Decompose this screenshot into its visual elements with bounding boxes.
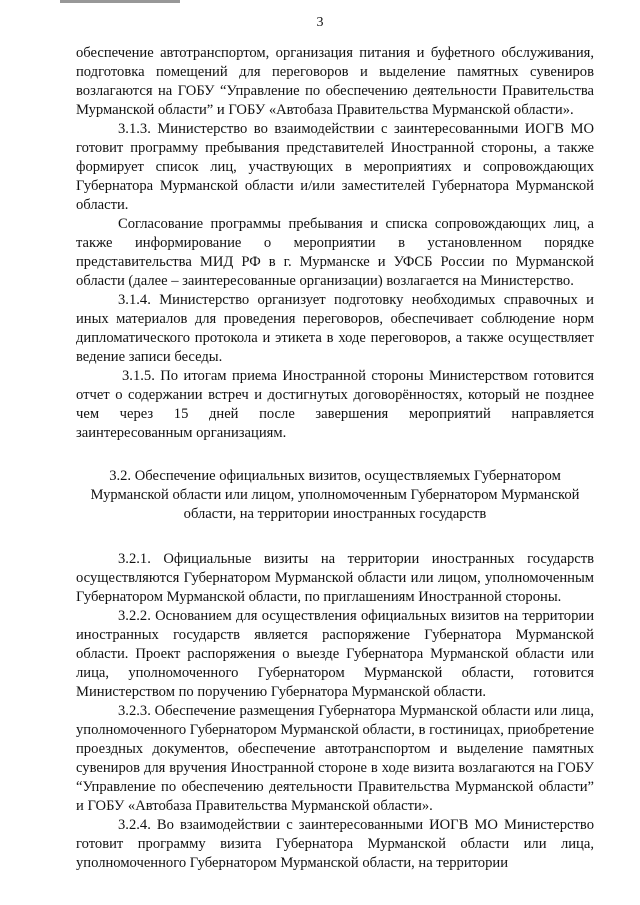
paragraph-3-1-4: 3.1.4. Министерство организует подготовку необходимых справочных и иных материалов для проведения переговоров, обеспечивает соблюдение норм дипломатического протокола и этикета в ходе переговоров, а также осуществляет ведение записи беседы. bbox=[76, 292, 594, 365]
paragraph-3-2-2: 3.2.2. Основанием для осуществления официальных визитов на территории иностранных государств является распоряжение Губернатора Мурманской области. Проект распоряжения о выезде Губернатора Мурманской области или лица, уполномоченного Губернатором Мурманской области, готовится Министерством по поручению Губернатора Мурманской области. bbox=[76, 608, 594, 700]
paragraph-3-2-3: 3.2.3. Обеспечение размещения Губернатора Мурманской области или лица, уполномоченного Губернатором Мурманской области, в гостиницах, приобретение проездных документов, обеспечение автотранспортом и выделение памятных сувениров для вручения Иностранной стороне в ходе визита возлагаются на ГОБУ “Управление по обеспечению деятельности Правительства Мурманской области” и ГОБУ «Автобаза Правительства Мурманской области». bbox=[76, 703, 594, 814]
section-heading-3-2 bbox=[76, 467, 594, 524]
scan-edge-mark bbox=[60, 0, 180, 3]
page-number: 3 bbox=[316, 15, 324, 30]
paragraph-3-1-3: 3.1.3. Министерство во взаимодействии с заинтересованными ИОГВ МО готовит программу пребывания представителей Иностранной стороны, а также формирует список лиц, участвующих в мероприятиях и сопровождающих Губернатора Мурманской области и/или заместителей Губернатора Мурманской области. bbox=[76, 121, 594, 213]
document-body bbox=[76, 44, 594, 873]
paragraph-3-1-5: 3.1.5. По итогам приема Иностранной стороны Министерством готовится отчет о содержании встреч и достигнутых договорённостях, который не позднее чем через 15 дней после завершения мероприятий направляется заинтересованным организациям. bbox=[76, 368, 594, 441]
paragraph-approval: Согласование программы пребывания и списка сопровождающих лиц, а также информирование о мероприятии в установленном порядке представительства МИД РФ в г. Мурманске и УФСБ России по Мурманской области (далее – заинтересованные организации) возлагается на Министерство. bbox=[76, 216, 594, 289]
heading-line-1: 3.2. Обеспечение официальных визитов, осуществляемых Губернатором bbox=[109, 468, 561, 484]
paragraph-continuation: обеспечение автотранспортом, организация питания и буфетного обслуживания, подготовка помещений для переговоров и выделение памятных сувениров возлагаются на ГОБУ “Управление по обеспечению деятельности Правительства Мурманской области” и ГОБУ «Автобаза Правительства Мурманской области». bbox=[76, 45, 594, 118]
heading-line-3: области, на территории иностранных государств bbox=[183, 506, 487, 522]
paragraph-3-2-4: 3.2.4. Во взаимодействии с заинтересованными ИОГВ МО Министерство готовит программу визита Губернатора Мурманской области или лица, уполномоченного Губернатором Мурманской области, на территории bbox=[76, 817, 594, 871]
paragraph-3-2-1: 3.2.1. Официальные визиты на территории иностранных государств осуществляются Губернатором Мурманской области или лицом, уполномоченным Губернатором Мурманской области, по приглашениям Иностранной стороны. bbox=[76, 551, 594, 605]
heading-line-2: Мурманской области или лицом, уполномоченным Губернатором Мурманской bbox=[90, 487, 580, 503]
